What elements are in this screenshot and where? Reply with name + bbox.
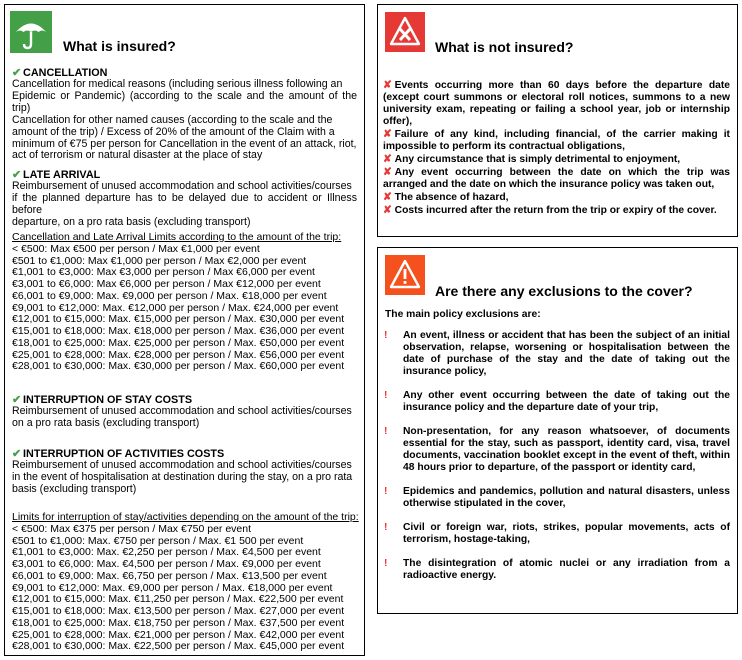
interruption-stay-text: Reimbursement of unused accommodation and school activities/courses on a pro rata basis (excluding transport) (12, 405, 352, 429)
limits2-row: €3,001 to €6,000: Max. €4,500 per person / Max. €9,000 per event (12, 558, 321, 570)
limits1-row: < €500: Max €500 per person / Max €1,000 per event (12, 242, 260, 255)
list-item: ✘ Any circumstance that is simply detrimental to enjoyment, (383, 154, 681, 165)
list-item: ✘ Costs incurred after the return from the trip or expiry of the cover. (383, 205, 717, 216)
late-arrival-text: Reimbursement of unused accommodation and school activities/courses if the planned departure has to be delayed due to accident or Illness before departure, on a pro rata basis (excluding transport) (12, 180, 357, 228)
limits1-row: €12,001 to €15,000: Max. €15,000 per person / Max. €30,000 per event (12, 313, 345, 326)
exclusions-panel (377, 247, 738, 614)
cross-warning-icon (385, 12, 425, 52)
cross-icon: ✘ (383, 167, 392, 178)
cross-icon: ✘ (383, 154, 392, 165)
list-item: ! Epidemics and pandemics, pollution and natural disasters, unless otherwise stipulated in the cover, (384, 486, 730, 509)
umbrella-icon (10, 11, 52, 53)
limits2-row: €25,001 to €28,000: Max. €21,000 per person / Max. €42,000 per event (12, 628, 345, 641)
list-item: ! Any other event occurring between the date of taking out the insurance policy and the departure date of your trip, (384, 390, 730, 413)
cross-icon: ✘ (383, 205, 392, 216)
list-item: ! The disintegration of atomic nuclei or any irradiation from a radioactive energy. (384, 558, 730, 581)
limits2-list (12, 524, 362, 653)
limits2-row: €15,001 to €18,000: Max. €13,500 per person / Max. €27,000 per event (12, 605, 345, 617)
cancellation-text: Cancellation for medical reasons (including serious illness following an Epidemic or Pandemic) (according to the scale and the amount of the trip) Cancellation for other named causes (according to the scale and the amount of the trip) / Excess of 20% of the amount of the Claim with a minimum of €75 per person for Cancellation in the event of an attack, riot, act of terrorism or natural disaster at the place of stay (12, 78, 357, 162)
limits2-row: €9,001 to €12,000: Max. €9,000 per person / Max. €18,000 per event (12, 581, 333, 594)
limits1-list (12, 244, 362, 373)
limits1-row: €3,001 to €6,000: Max €6,000 per person / Max €12,000 per event (12, 278, 321, 290)
exclamation-icon: ! (384, 426, 388, 437)
list-item: ! Non-presentation, for any reason whatsoever, of documents essential for the stay, such as passport, identity card, visa, travel documents, vaccination booklet except in the event of theft, within 48 hours prior to departure, of the passport or identity card, (384, 426, 730, 473)
limits2-row: €6,001 to €9,000: Max. €6,750 per person / Max. €13,500 per event (12, 569, 327, 582)
limits2-row: €18,001 to €25,000: Max. €18,750 per person / Max. €37,500 per event (12, 616, 345, 629)
warning-triangle-icon (385, 255, 425, 295)
limits2-row: €12,001 to €15,000: Max. €11,250 per person / Max. €22,500 per event (12, 593, 344, 606)
limits1-heading: Cancellation and Late Arrival Limits according to the amount of the trip: (12, 231, 342, 243)
limits2-row: €28,001 to €30,000: Max. €22,500 per person / Max. €45,000 per event (12, 640, 345, 653)
limits2-row: €1,001 to €3,000: Max. €2,250 per person / Max. €4,500 per event (12, 546, 321, 559)
limits1-row: €1,001 to €3,000: Max €3,000 per person / Max €6,000 per event (12, 266, 315, 279)
late-arrival-heading: ✔ LATE ARRIVAL (12, 169, 101, 181)
exclamation-icon: ! (384, 486, 388, 497)
exclusions-intro: The main policy exclusions are: (385, 309, 541, 320)
cross-icon: ✘ (383, 129, 392, 140)
list-item: ✘ Failure of any kind, including financial, of the carrier making it impossible to perform its contractual obligations, (383, 129, 730, 152)
exclusions-title: Are there any exclusions to the cover? (435, 283, 693, 299)
check-icon: ✔ (12, 67, 22, 79)
interruption-stay-heading: ✔ INTERRUPTION OF STAY COSTS (12, 394, 193, 406)
limits1-row: €501 to €1,000: Max €1,000 per person / Max €2,000 per event (12, 254, 307, 267)
exclamation-icon: ! (384, 330, 388, 341)
limits1-row: €6,001 to €9,000: Max. €9,000 per person / Max. €18,000 per event (12, 289, 327, 302)
limits1-row: €28,001 to €30,000: Max. €30,000 per person / Max. €60,000 per event (12, 360, 345, 373)
exclamation-icon: ! (384, 522, 388, 533)
not-insured-panel (377, 4, 738, 237)
limits2-row: < €500: Max €375 per person / Max €750 per event (12, 522, 252, 535)
list-item: ✘ The absence of hazard, (383, 192, 509, 203)
not-insured-title: What is not insured? (435, 39, 574, 55)
exclamation-icon: ! (384, 558, 388, 569)
cancellation-heading: ✔ CANCELLATION (12, 67, 108, 79)
limits1-row: €9,001 to €12,000: Max. €12,000 per person / Max. €24,000 per event (12, 301, 339, 314)
insured-title: What is insured? (63, 38, 176, 54)
limits1-row: €15,001 to €18,000: Max. €18,000 per person / Max. €36,000 per event (12, 325, 345, 337)
check-icon: ✔ (12, 448, 22, 460)
insured-panel (4, 4, 365, 656)
interruption-activities-heading: ✔ INTERRUPTION OF ACTIVITIES COSTS (12, 448, 225, 460)
limits2-heading: Limits for interruption of stay/activities depending on the amount of the trip: (12, 511, 359, 523)
limits1-row: €18,001 to €25,000: Max. €25,000 per person / Max. €50,000 per event (12, 336, 345, 349)
list-item: ! Civil or foreign war, riots, strikes, popular movements, acts of terrorism, hostage-taking, (384, 522, 730, 545)
check-icon: ✔ (12, 394, 22, 406)
check-icon: ✔ (12, 169, 22, 181)
list-item: ✘ Events occurring more than 60 days before the departure date (except court summons or electoral roll notices, summons to a new university exam, repeating or failing a school year, job or internship offer), (383, 80, 730, 127)
list-item: ✘ Any event occurring between the date on which the trip was arranged and the date on which the insurance policy was taken out, (383, 167, 730, 190)
interruption-activities-text: Reimbursement of unused accommodation and school activities/courses in the event of hospitalisation at destination during the stay, on a pro rata basis (excluding transport) (12, 459, 353, 495)
limits1-row: €25,001 to €28,000: Max. €28,000 per person / Max. €56,000 per event (12, 348, 345, 361)
cross-icon: ✘ (383, 80, 392, 91)
exclamation-icon: ! (384, 390, 388, 401)
cross-icon: ✘ (383, 192, 392, 203)
list-item: ! An event, illness or accident that has been the subject of an initial observation, relapse, worsening or hospitalisation between the date of purchase of the stay and the date of taking out the insurance policy, (384, 330, 730, 377)
limits2-row: €501 to €1,000: Max. €750 per person / Max. €1 500 per event (12, 534, 304, 547)
